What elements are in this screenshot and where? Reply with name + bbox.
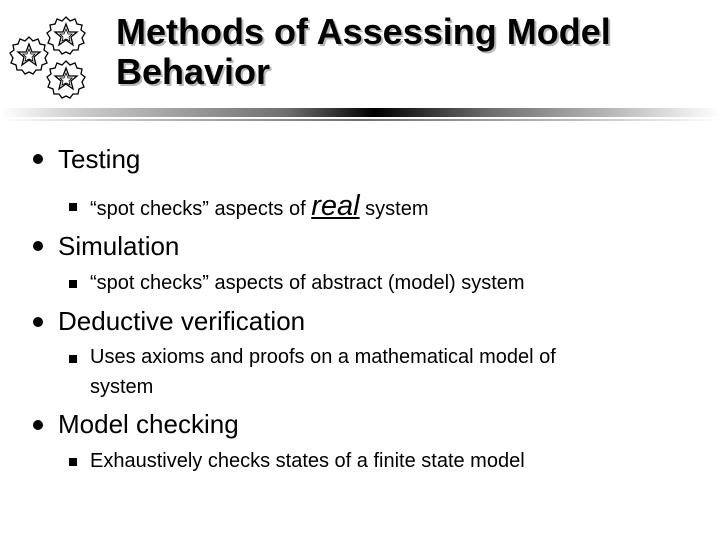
sub-bullet-icon [69,280,77,288]
bullet-model-checking: Model checking [58,409,239,439]
bullet-simulation: Simulation [58,231,180,261]
bullet-icon [33,317,43,327]
bullet-deductive-verification: Deductive verification [58,306,306,336]
sub-bullet-deductive-line1: Uses axioms and proofs on a mathematical model of [90,346,556,368]
sub-bullet-icon [69,458,77,466]
sub-bullet-text: “spot checks” aspects of [90,198,306,220]
sub-bullet-testing [90,191,428,224]
sub-bullet-model-checking: Exhaustively checks states of a finite state model [90,450,525,472]
slide-title: Methods of Assessing Model Behavior [116,11,611,92]
sub-bullet-icon [69,203,77,211]
sub-bullet-text-end: system [365,198,429,220]
bullet-icon [33,420,43,430]
sub-bullet-simulation: “spot checks” aspects of abstract (model) system [90,272,525,294]
bullet-icon [33,241,43,251]
sub-bullet-deductive-line2: system [90,376,154,398]
sub-bullet-icon [69,355,77,363]
emphasis-real: real [311,190,360,222]
bullet-testing: Testing [58,144,141,174]
bullet-icon [33,154,43,164]
